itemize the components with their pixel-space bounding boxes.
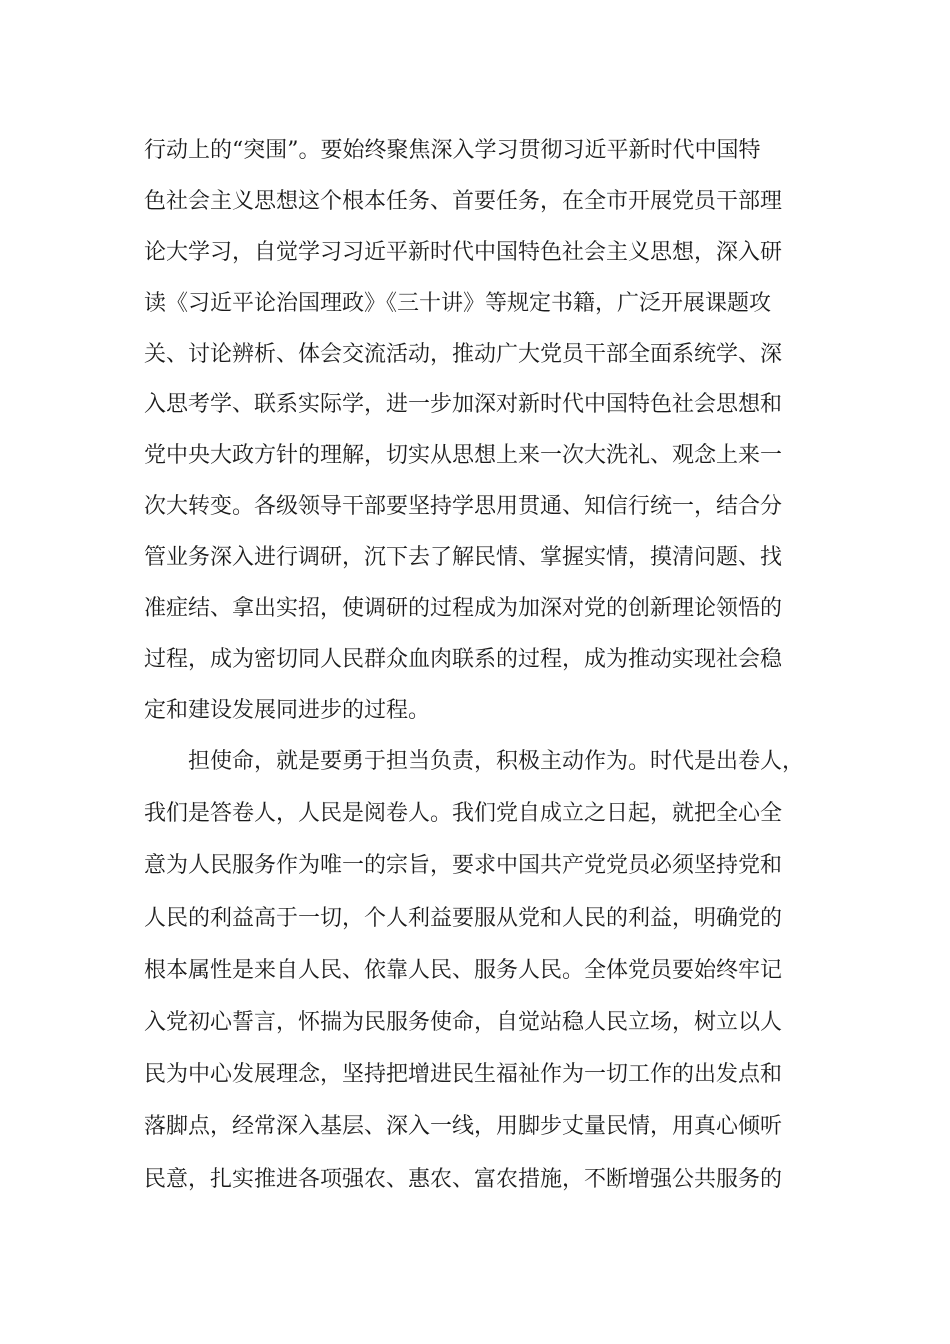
text-line: 根本属性是来自人民、依靠人民、服务人民。全体党员要始终牢记 — [144, 957, 783, 983]
text-line: 民意，扎实推进各项强农、惠农、富农措施，不断增强公共服务的 — [144, 1166, 783, 1192]
text-line: 入党初心誓言，怀揣为民服务使命，自觉站稳人民立场，树立以人 — [144, 1009, 783, 1035]
text-line: 论大学习，自觉学习习近平新时代中国特色社会主义思想，深入研 — [144, 239, 783, 265]
text-line: 担使命，就是要勇于担当负责，积极主动作为。时代是出卷人， — [188, 749, 805, 774]
text-line: 管业务深入进行调研，沉下去了解民情、掌握实情，摸清问题、找 — [144, 545, 783, 571]
paragraph-1 — [144, 130, 804, 741]
text-line: 我们是答卷人，人民是阅卷人。我们党自成立之日起，就把全心全 — [144, 801, 783, 827]
paragraph-2 — [144, 741, 804, 1211]
text-line: 定和建设发展同进步的过程。 — [144, 697, 431, 723]
text-line: 落脚点，经常深入基层、深入一线，用脚步丈量民情，用真心倾听 — [144, 1114, 783, 1140]
text-line: 过程，成为密切同人民群众血肉联系的过程，成为推动实现社会稳 — [144, 646, 783, 672]
text-line: 关、讨论辨析、体会交流活动，推动广大党员干部全面系统学、深 — [144, 341, 783, 367]
text-line: 准症结、拿出实招，使调研的过程成为加深对党的创新理论领悟的 — [144, 596, 783, 622]
text-line: 行动上的“突围”。要始终聚焦深入学习贯彻习近平新时代中国特 — [144, 138, 761, 163]
text-line: 意为人民服务作为唯一的宗旨，要求中国共产党党员必须坚持党和 — [144, 853, 783, 879]
text-line: 色社会主义思想这个根本任务、首要任务，在全市开展党员干部理 — [144, 188, 783, 214]
text-line: 次大转变。各级领导干部要坚持学思用贯通、知信行统一，结合分 — [144, 494, 783, 520]
text-line: 入思考学、联系实际学，进一步加深对新时代中国特色社会思想和 — [144, 392, 783, 418]
text-line: 读《习近平论治国理政》《三十讲》等规定书籍，广泛开展课题攻 — [144, 290, 772, 316]
text-line: 党中央大政方针的理解，切实从思想上来一次大洗礼、观念上来一 — [144, 443, 783, 469]
text-line: 民为中心发展理念，坚持把增进民生福祉作为一切工作的出发点和 — [144, 1062, 783, 1088]
text-line: 人民的利益高于一切，个人利益要服从党和人民的利益，明确党的 — [144, 905, 783, 931]
